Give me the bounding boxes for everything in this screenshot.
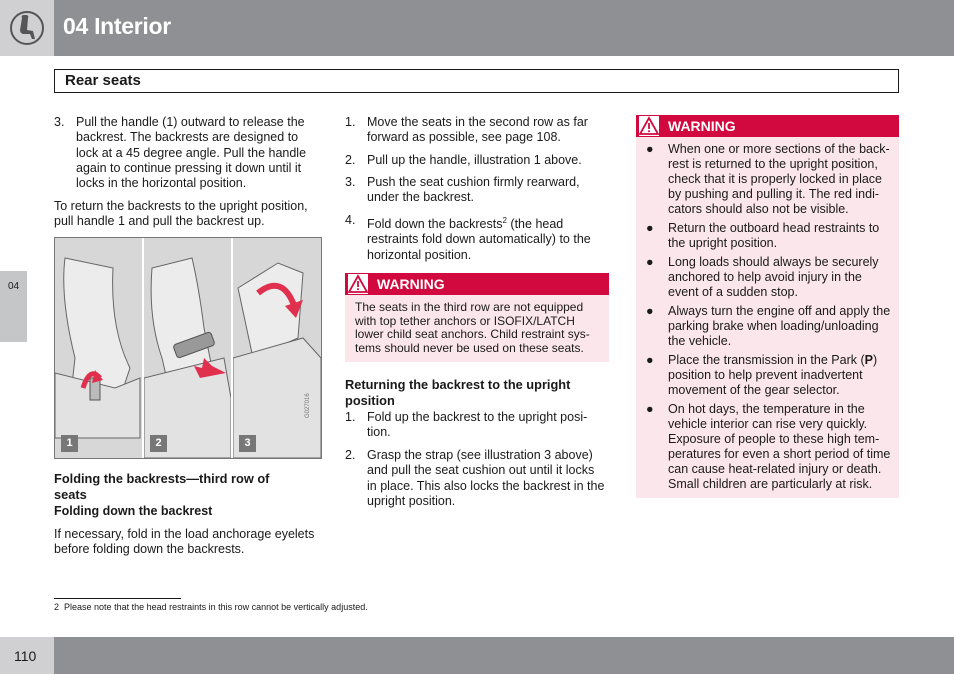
step-line: forward as possible, see page 108. (367, 130, 561, 145)
warning-bar (345, 273, 609, 295)
step-line: Fold up the backrest to the upright posi- (367, 410, 588, 424)
illustration-panel-1 (55, 238, 142, 458)
bullet-line: vehicle interior can rise very quickly. (668, 417, 868, 431)
folding-heading (54, 471, 324, 503)
warning-line: The seats in the third row are not equipped (355, 300, 584, 314)
warning-line: tems should never be used on these seats. (355, 341, 584, 356)
step-line: lock at a 45 degree angle. Pull the handle (76, 145, 307, 160)
warning-box-loading (636, 115, 899, 498)
step-number: 1. (345, 410, 356, 424)
step-line: backrest. The backrests are designed to (76, 130, 299, 145)
illustration-label-1: 1 (61, 435, 78, 452)
bullet-text: ) (872, 353, 878, 367)
park-symbol: P (864, 353, 873, 367)
bullet-text: Place the transmission in the Park ( (668, 353, 865, 367)
chapter-side-tab (0, 271, 27, 342)
warning-triangle-icon (638, 115, 660, 137)
bullet-dot: ● (646, 255, 654, 269)
warning-bar (636, 115, 899, 137)
bullet-line: When one or more sections of the back- (668, 142, 890, 156)
section-title: Rear seats (65, 72, 141, 89)
bullet-line: can cause heat-related injury or death. (668, 462, 882, 476)
illustration-label-3: 3 (239, 435, 256, 452)
illustration-panel-3 (233, 238, 321, 458)
step-line: again to continue pressing it down until it (76, 160, 302, 175)
bullet-line: by pushing and pulling it. The red indi- (668, 187, 880, 201)
side-tab-label: 04 (8, 281, 20, 292)
bullet-dot: ● (646, 142, 654, 156)
step-text: Fold down the backrests (367, 217, 503, 232)
page-header (0, 0, 954, 56)
heading-line: Folding the backrests—third row of (54, 471, 270, 486)
step-number: 4. (345, 213, 356, 227)
bullet-line: On hot days, the temperature in the (668, 402, 865, 416)
step-line: Pull up the handle, illustration 1 above. (367, 153, 582, 167)
page-footer (0, 637, 954, 674)
step-number: 2. (345, 153, 356, 167)
footnote-text: Please note that the head restraints in this row cannot be vertically adjusted. (64, 602, 368, 612)
bullet-line: the vehicle. (668, 334, 732, 348)
warning-text (355, 301, 590, 356)
illustration-label-2: 2 (150, 435, 167, 452)
step-line: Move the seats in the second row as far (367, 115, 588, 129)
bullet-line: parking brake when loading/unloading (668, 319, 879, 333)
bullet-line: position to help prevent inadvertent (668, 368, 863, 382)
step-line: tion. (367, 425, 391, 440)
seat-fold-drawing (233, 238, 321, 458)
warning-box-third-row (345, 273, 609, 362)
step-number: 3. (54, 115, 65, 129)
paragraph-line: If necessary, fold in the load anchorage eyelets (54, 527, 315, 541)
folding-paragraph (54, 527, 329, 558)
bullet-line: rest is returned to the upright position, (668, 157, 878, 171)
bullet-line: Small children are particularly at risk. (668, 477, 873, 491)
seat-push-drawing (144, 238, 231, 458)
step-line: in place. This also locks the backrest in the (367, 478, 605, 493)
bullet-dot: ● (646, 353, 654, 367)
page-number: 110 (14, 648, 37, 664)
paragraph-line: To return the backrests to the upright position, (54, 199, 308, 213)
warning-triangle-icon (347, 273, 369, 295)
section-title-bar (54, 69, 899, 93)
step-line: Pull the handle (1) outward to release the (76, 115, 305, 129)
footnote-divider (54, 598, 181, 599)
warning-line: lower child seat anchors. Child restraint sys- (355, 327, 590, 342)
backrest-illustration (54, 237, 322, 459)
step-number: 1. (345, 115, 356, 129)
folding-subheading: Folding down the backrest (54, 504, 213, 518)
return-paragraph (54, 199, 329, 230)
bullet-line: Always turn the engine off and apply the (668, 304, 891, 318)
seat-icon (10, 9, 44, 47)
warning-line: with top tether anchors or ISOFIX/LATCH (355, 313, 575, 328)
bullet-line: movement of the gear selector. (668, 383, 840, 397)
page-number-box (0, 637, 54, 674)
step-line: Push the seat cushion firmly rearward, (367, 175, 580, 189)
footnote-ref: 2 (502, 216, 507, 225)
step-line: restraints fold down automatically) to the (367, 232, 591, 247)
heading-line: position (345, 393, 395, 408)
step-line: horizontal position. (367, 247, 472, 262)
bullet-line: peratures for even a short period of time (668, 447, 891, 461)
footnote (54, 602, 368, 612)
paragraph-line: pull handle 1 and pull the backrest up. (54, 214, 265, 229)
bullet-line: Exposure of people to these high tem- (668, 432, 880, 446)
step-line: Grasp the strap (see illustration 3 above) (367, 448, 593, 462)
step-line: upright position. (367, 493, 456, 508)
bullet-line: check that it is properly locked in place (668, 172, 882, 186)
bullet-line: the upright position. (668, 236, 778, 250)
bullet-line: anchored to help avoid injury in the (668, 270, 862, 284)
illustration-panel-2 (144, 238, 231, 458)
step-line: under the backrest. (367, 190, 475, 205)
bullet-line: event of a sudden stop. (668, 285, 798, 299)
bullet-dot: ● (646, 304, 654, 318)
seat-handle-drawing (55, 238, 142, 458)
step-number: 3. (345, 175, 356, 189)
bullet-dot: ● (646, 402, 654, 416)
chapter-title: 04 Interior (63, 13, 171, 39)
illustration-code: G027016 (305, 393, 311, 418)
warning-label: WARNING (377, 276, 445, 292)
bullet-dot: ● (646, 221, 654, 235)
returning-heading (345, 377, 615, 409)
bullet-line: cators should also not be visible. (668, 202, 849, 216)
step-line: locks in the horizontal position. (76, 176, 247, 191)
heading-line: seats (54, 487, 87, 502)
step-number: 2. (345, 448, 356, 462)
warning-label: WARNING (668, 118, 736, 134)
step-text: (the head (506, 217, 564, 232)
step-line: and pull the seat cushion out until it locks (367, 463, 595, 478)
heading-line: Returning the backrest to the upright (345, 377, 571, 392)
bullet-line: Long loads should always be securely (668, 255, 879, 269)
bullet-line: Return the outboard head restraints to (668, 221, 880, 235)
chapter-icon-box (0, 0, 54, 56)
paragraph-line: before folding down the backrests. (54, 542, 245, 557)
footnote-number: 2 (54, 602, 60, 612)
